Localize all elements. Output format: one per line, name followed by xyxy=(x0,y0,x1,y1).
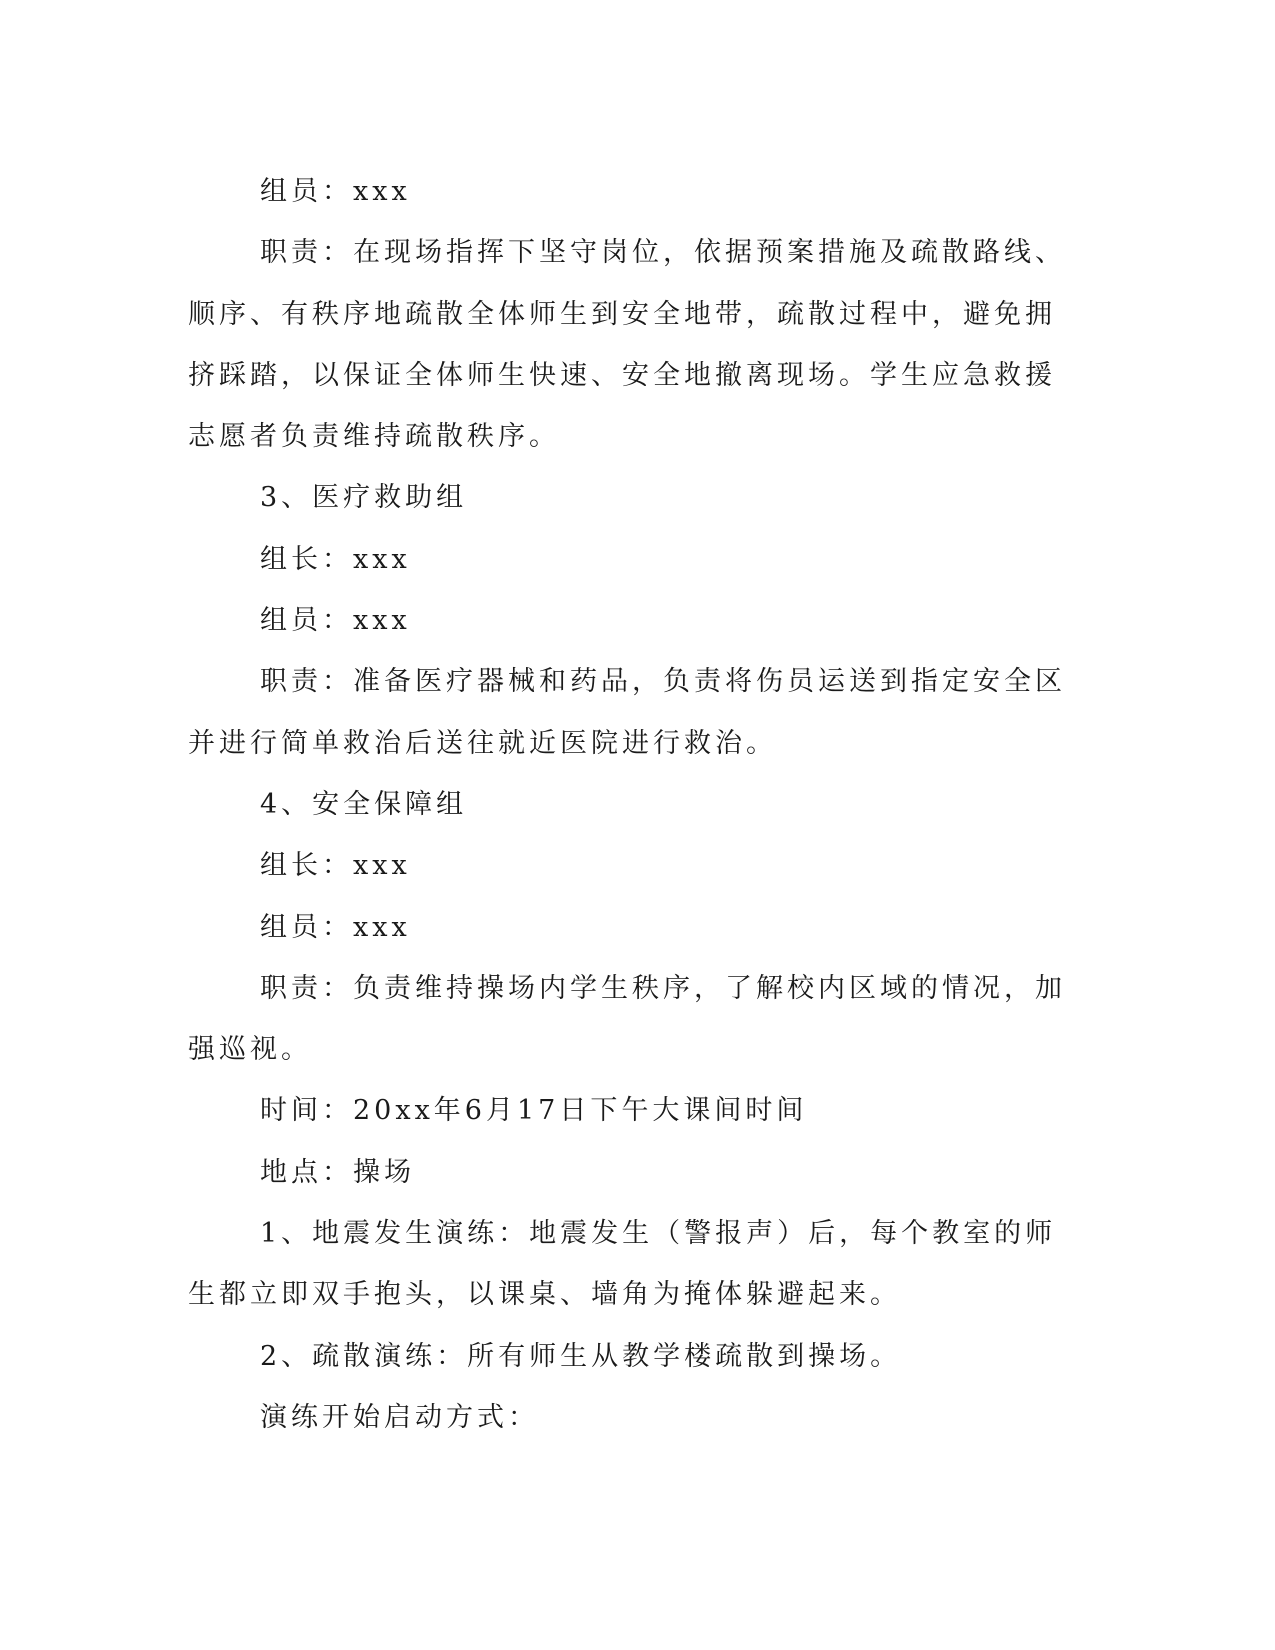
paragraph-security-leader: 组长：xxx xyxy=(260,850,411,882)
paragraph-medical-duty: 职责：准备医疗器械和药品，负责将伤员运送到指定安全区并进行简单救治后送往就近医院进行救治。 xyxy=(188,666,1066,759)
paragraph-group2-member: 组员：xxx xyxy=(260,176,411,207)
paragraph-group2-duty: 职责：在现场指挥下坚守岗位，依据预案措施及疏散路线、顺序、有秩序地疏散全体师生到安全地带，疏散过程中，避免拥挤踩踏，以保证全体师生快速、安全地撤离现场。学生应急救援志愿者负责维持疏散秩序。 xyxy=(188,237,1066,453)
paragraph-earthquake-drill: 1、地震发生演练：地震发生（警报声）后，每个教室的师生都立即双手抱头，以课桌、墙角为掩体躲避起来。 xyxy=(188,1218,1057,1311)
heading-security-group: 4、安全保障组 xyxy=(260,788,468,820)
paragraph-location: 地点：操场 xyxy=(260,1156,415,1188)
heading-medical-group: 3、医疗救助组 xyxy=(260,482,468,514)
paragraph-time: 时间：20xx年6月17日下午大课间时间 xyxy=(260,1095,808,1127)
paragraph-evacuation-drill: 2、疏散演练：所有师生从教学楼疏散到操场。 xyxy=(260,1340,902,1372)
paragraph-drill-start: 演练开始启动方式： xyxy=(260,1401,539,1433)
document-body xyxy=(188,161,1068,1448)
paragraph-medical-leader: 组长：xxx xyxy=(260,543,411,575)
paragraph-security-member: 组员：xxx xyxy=(260,911,411,943)
paragraph-medical-member: 组员：xxx xyxy=(260,605,411,637)
paragraph-security-duty: 职责：负责维持操场内学生秩序，了解校内区域的情况，加强巡视。 xyxy=(188,972,1066,1066)
